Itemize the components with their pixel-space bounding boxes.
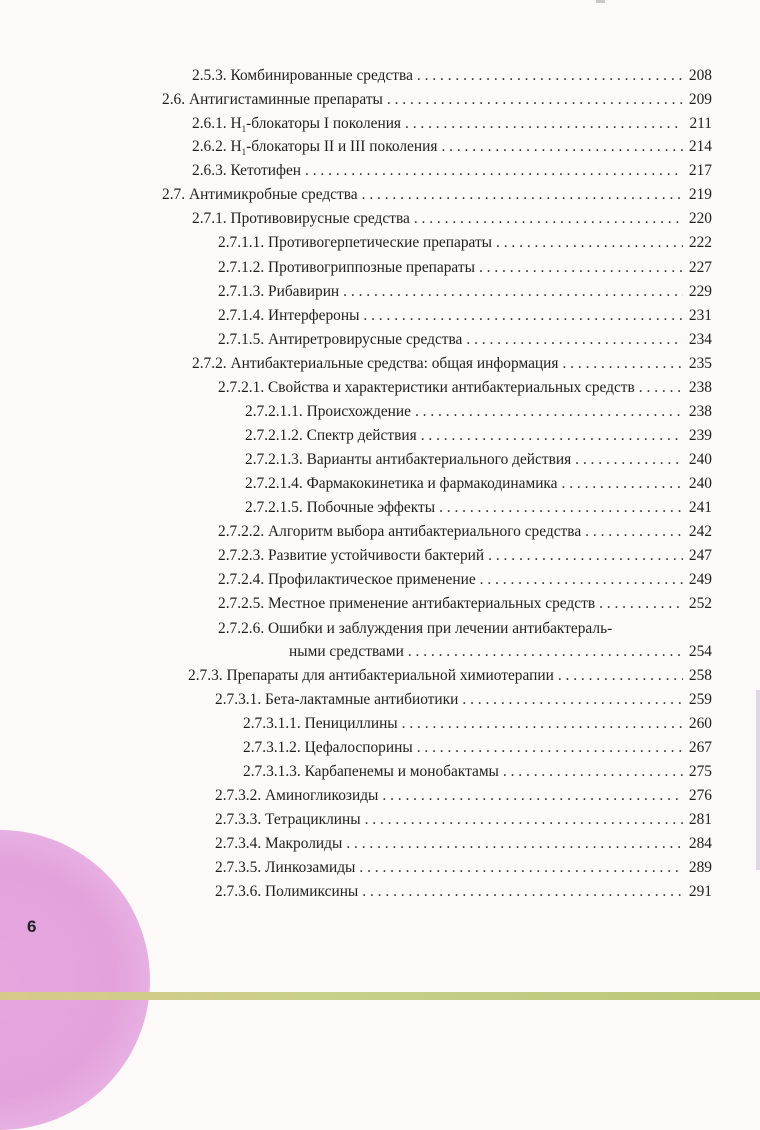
toc-entry-number: 2.7.2.5. [218,595,265,612]
toc-entry-title [215,882,358,902]
toc-entry-number: 2.7.1.2. [218,259,265,276]
toc-entry-number: 2.6. [162,91,186,108]
toc-entry[interactable] [162,90,712,110]
toc-entry-title-line1 [218,619,612,639]
toc-entry-page: 239 [688,427,712,444]
toc-entry-number: 2.7.2.2. [218,523,265,540]
toc-entry-label: Местное применение антибактериальных средств [268,595,596,612]
toc-entry-title [215,858,355,878]
toc-dot-leader [585,522,683,542]
toc-entry-page: 220 [688,210,712,227]
toc-entry-label: Бета-лактамные антибиотики [265,691,459,708]
toc-entry-page: 281 [688,811,712,828]
toc-entry[interactable] [218,306,712,326]
toc-entry-page: 231 [688,307,712,324]
toc-entry-number: 2.7.3.3. [215,811,262,828]
toc-entry[interactable] [245,426,712,446]
toc-entry[interactable] [218,258,712,278]
toc-entry-page: 260 [688,715,712,732]
toc-entry-number: 2.7.3.6. [215,883,262,900]
toc-dot-leader [466,330,683,350]
toc-entry-label: Происхождение [306,403,411,420]
toc-entry-page: 252 [688,595,712,612]
toc-entry-title [218,594,595,614]
toc-entry-title [218,233,492,253]
toc-entry-title [218,282,339,302]
toc-entry[interactable] [215,858,712,878]
toc-dot-leader [362,185,683,205]
toc-entry[interactable] [245,402,712,422]
toc-entry-label: Аминогликозиды [265,787,379,804]
toc-entry-title [192,209,410,229]
toc-entry[interactable] [245,450,712,470]
toc-entry[interactable] [215,882,712,902]
toc-entry-page: 208 [688,67,712,84]
toc-entry-page: 234 [688,331,712,348]
toc-entry-label: -блокаторы I поколения [246,115,402,132]
toc-dot-leader [488,546,683,566]
toc-entry[interactable] [188,666,712,686]
toc-entry-number: 2.7.3.2. [215,787,262,804]
toc-entry-number: 2.7.3.1.3. [243,763,301,780]
toc-entry-number: 2.6.3. [192,162,227,179]
toc-dot-leader [462,690,683,710]
toc-entry-title [245,474,558,494]
toc-dot-leader [558,666,683,686]
toc-dot-leader [562,474,683,494]
toc-entry-title [218,546,484,566]
toc-entry-page: 222 [688,234,712,251]
toc-entry-page: 275 [688,763,712,780]
toc-entry-page: 291 [688,883,712,900]
toc-entry-label: Антимикробные средства [188,186,358,203]
toc-entry[interactable] [218,570,712,590]
toc-dot-leader [439,498,683,518]
toc-dot-leader [496,233,683,253]
toc-entry-page: 209 [688,91,712,108]
toc-entry-page: 259 [688,691,712,708]
toc-entry-number: 2.7.3.1. [215,691,262,708]
toc-dot-leader [346,834,683,854]
toc-entry-label: Препараты для антибактериальной химиотерапии [226,667,554,684]
toc-entry-page: 249 [688,571,712,588]
toc-entry[interactable] [218,594,712,614]
toc-entry-number: 2.7.2.1.3. [245,451,303,468]
toc-entry-label: H [230,138,242,155]
toc-dot-leader [365,810,683,830]
toc-dot-leader [480,570,683,590]
toc-entry-label: Пенициллины [304,715,398,732]
toc-entry-title [245,450,571,470]
toc-entry[interactable] [192,66,712,86]
toc-entry-label: Полимиксины [265,883,359,900]
toc-dot-leader [382,786,683,806]
toc-entry-label: Алгоритм выбора антибактериального средства [268,523,582,540]
toc-entry-number: 2.7.2.4. [218,571,265,588]
toc-entry-label: Антиретровирусные средства [268,331,463,348]
toc-entry[interactable] [218,546,712,566]
toc-entry[interactable] [245,474,712,494]
toc-entry-label: Спектр действия [306,427,417,444]
toc-entry-number: 2.7. [162,186,186,203]
toc-entry-title [192,114,401,139]
toc-entry-title [215,810,361,830]
toc-entry[interactable] [162,185,712,205]
toc-dot-leader [415,402,683,422]
toc-entry-page: 227 [688,259,712,276]
toc-entry-label: Антибактериальные средства: общая информация [230,355,559,372]
toc-entry-title [243,738,413,758]
toc-entry-label: Противовирусные средства [230,210,410,227]
toc-dot-leader [417,66,683,86]
toc-entry-label: Рибавирин [268,283,340,300]
toc-entry-label: Цефалоспорины [304,739,413,756]
toc-entry-label: Фармакокинетика и фармакодинамика [306,475,558,492]
toc-entry-label: Линкозамиды [265,859,356,876]
toc-entry-number: 2.7.3. [188,667,223,684]
toc-entry-title [245,402,411,422]
toc-entry-title [192,161,301,181]
toc-dot-leader [421,426,683,446]
toc-entry-page: 219 [688,186,712,203]
toc-entry-number: 2.7.2.1.5. [245,499,303,516]
toc-entry-label: Противогриппозные препараты [268,259,475,276]
toc-entry-label: Ошибки и заблуждения при лечении антибактераль- [268,620,613,637]
toc-entry[interactable] [218,233,712,253]
toc-entry[interactable] [243,762,712,782]
toc-entry-number: 2.7.2.1. [218,379,265,396]
toc-entry-number: 2.7.1.5. [218,331,265,348]
toc-entry[interactable] [192,354,712,374]
toc-dot-leader [305,161,683,181]
toc-entry-title [218,642,404,662]
toc-entry[interactable] [215,834,712,854]
toc-entry-page: 214 [688,138,712,155]
toc-entry-title [192,354,558,374]
toc-entry[interactable] [192,137,712,162]
toc-entry-label: Антигистаминные препараты [188,91,383,108]
toc-entry-number: 2.7.2.6. [218,620,265,637]
toc-entry-page: 289 [688,859,712,876]
toc-entry-title [218,330,462,350]
toc-entry-number: 2.7.2.1.4. [245,475,303,492]
toc-entry-title [215,786,378,806]
toc-entry-title [218,570,476,590]
toc-entry[interactable] [243,738,712,758]
toc-dot-leader [441,137,683,157]
toc-dot-leader [343,282,683,302]
toc-entry-number: 2.6.2. [192,138,227,155]
toc-entry-number: 2.7.1. [192,210,227,227]
toc-entry-label: Кетотифен [230,162,302,179]
toc-dot-leader [575,450,683,470]
toc-entry-number: 2.7.3.1.2. [243,739,301,756]
toc-dot-leader [503,762,683,782]
toc-entry-page: 211 [689,115,712,132]
page-number: 6 [27,917,37,936]
toc-entry[interactable] [243,714,712,734]
toc-entry-number: 2.7.1.3. [218,283,265,300]
toc-dot-leader [387,90,683,110]
toc-entry-title [162,185,358,205]
toc-entry[interactable] [192,161,712,181]
toc-dot-leader [599,594,683,614]
toc-entry-title [218,522,581,542]
toc-entry-title [245,498,435,518]
toc-entry-title [188,666,554,686]
toc-entry-title [243,762,499,782]
toc-dot-leader [408,642,683,662]
toc-entry-page: 258 [688,667,712,684]
toc-entry-page: 254 [688,643,712,660]
toc-dot-leader [362,882,683,902]
toc-entry-number: 2.7.2. [192,355,227,372]
toc-entry-title [245,426,417,446]
toc-entry[interactable] [215,810,712,830]
toc-entry-number: 2.7.2.1.1. [245,403,303,420]
toc-entry-title [192,66,413,86]
toc-entry-label: Интерфероны [268,307,360,324]
toc-entry-page: 238 [688,379,712,396]
toc-entry-label: Свойства и характеристики антибактериальных средств [268,379,635,396]
toc-entry-label: Варианты антибактериального действия [306,451,572,468]
toc-entry-page: 276 [688,787,712,804]
toc-entry-number: 2.7.2.3. [218,547,265,564]
toc-entry[interactable] [218,620,712,662]
toc-entry-label: H [230,115,242,132]
toc-dot-leader [363,306,683,326]
toc-entry-title [162,90,383,110]
toc-entry-subscript: 1 [241,147,247,158]
toc-entry-number: 2.7.3.5. [215,859,262,876]
toc-entry-label: Профилактическое применение [268,571,476,588]
toc-dot-leader [405,114,683,134]
toc-dot-leader [562,354,683,374]
toc-entry[interactable] [218,378,712,398]
toc-entry-page: 240 [688,475,712,492]
toc-entry-page: 238 [688,403,712,420]
toc-entry-title [243,714,398,734]
toc-entry-page: 217 [688,162,712,179]
toc-entry[interactable] [218,330,712,350]
toc-entry-number: 2.6.1. [192,115,227,132]
toc-entry-number: 2.7.3.4. [215,835,262,852]
toc-entry-label: Тетрациклины [265,811,361,828]
toc-entry-page: 247 [688,547,712,564]
toc-entry-number: 2.7.2.1.2. [245,427,303,444]
toc-entry-subscript: 1 [241,124,247,135]
toc-entry[interactable] [215,786,712,806]
toc-entry[interactable] [218,282,712,302]
toc-entry-label: -блокаторы II и III поколения [246,138,438,155]
toc-dot-leader [639,378,683,398]
toc-dot-leader [417,738,683,758]
toc-entry-page: 229 [688,283,712,300]
toc-entry-number: 2.5.3. [192,67,227,84]
toc-entry-page: 284 [688,835,712,852]
toc-dot-leader [414,209,683,229]
toc-entry-label: Карбапенемы и монобактамы [304,763,499,780]
toc-entry-title [218,258,475,278]
toc-entry[interactable] [215,690,712,710]
toc-entry-page: 241 [688,499,712,516]
toc-entry[interactable] [192,114,712,139]
toc-entry-page: 240 [688,451,712,468]
toc-entry-page: 235 [688,355,712,372]
toc-entry-label: Макролиды [265,835,343,852]
toc-entry-title [218,306,359,326]
toc-dot-leader [479,258,683,278]
toc-entry-label-continued: ными средствами [289,643,404,660]
toc-entry-label: Комбинированные средства [230,67,413,84]
toc-entry-number: 2.7.1.4. [218,307,265,324]
toc-entry-title [192,137,437,162]
toc-entry-label: Противогерпетические препараты [268,234,493,251]
toc-entry[interactable] [192,209,712,229]
toc-entry-number: 2.7.1.1. [218,234,265,251]
toc-entry-title [218,378,635,398]
toc-entry-page: 242 [688,523,712,540]
toc-entry-title [215,690,458,710]
toc-entry-title [215,834,342,854]
toc-entry-label: Развитие устойчивости бактерий [268,547,485,564]
toc-dot-leader [359,858,683,878]
toc-entry-label: Побочные эффекты [306,499,436,516]
toc-entry[interactable] [218,522,712,542]
toc-entry-page: 267 [688,739,712,756]
toc-entry[interactable] [245,498,712,518]
toc-dot-leader [402,714,683,734]
toc-entry-number: 2.7.3.1.1. [243,715,301,732]
